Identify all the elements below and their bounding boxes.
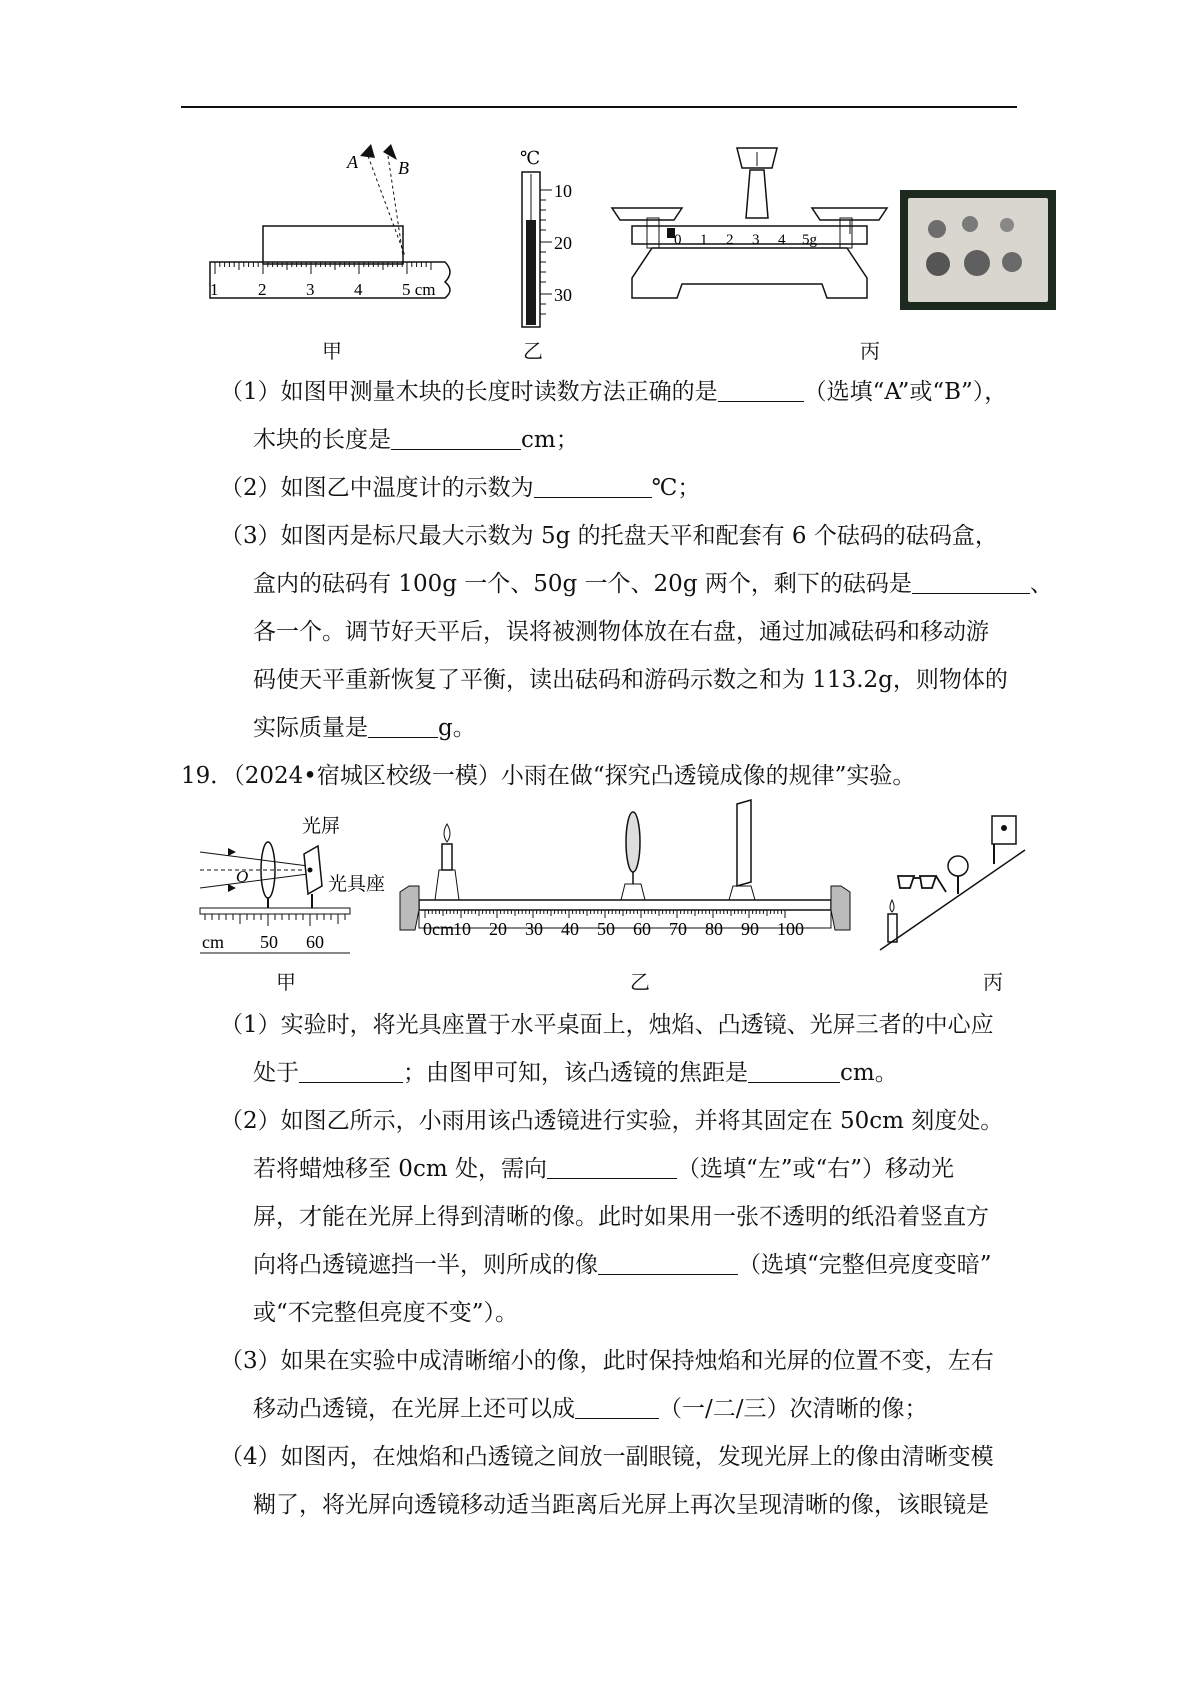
answer-blank[interactable]: [912, 571, 1030, 594]
ruler-label: 4: [354, 280, 363, 299]
answer-blank[interactable]: [547, 1156, 677, 1179]
bench-scale-label: 80: [705, 919, 723, 939]
bench-tick-50: 50: [260, 932, 278, 952]
balance-scale-label: 1: [700, 232, 708, 248]
screen-label: 光屏: [302, 816, 341, 837]
answer-blank[interactable]: [534, 475, 652, 498]
optical-bench-label: 光具座: [328, 874, 386, 895]
figure-eyeglasses: [880, 808, 1030, 953]
question-line: 处于 ；由图甲可知，该凸透镜的焦距是 cm。: [253, 1060, 898, 1086]
answer-blank[interactable]: [598, 1252, 738, 1275]
ruler-label: 2: [258, 280, 267, 299]
eye-b-icon: [383, 144, 397, 160]
answer-blank[interactable]: [748, 1060, 840, 1083]
question-line: （4）如图丙，在烛焰和凸透镜之间放一副眼镜，发现光屏上的像由清晰变模: [220, 1444, 994, 1470]
eyeglasses-icon: [898, 876, 946, 892]
screen-icon: [737, 800, 751, 886]
balance-scale-label: 3: [752, 232, 760, 248]
question-line: （1）实验时，将光具座置于水平桌面上，烛焰、凸透镜、光屏三者的中心应: [220, 1012, 994, 1038]
weight-box-image: [900, 190, 1056, 310]
candle-flame-icon: [444, 824, 450, 842]
figure-ruler: [205, 138, 460, 303]
candle-icon: [442, 844, 452, 870]
figure-caption: 丙: [860, 339, 880, 363]
bench-scale-label: 20: [489, 919, 507, 939]
header-rule: [181, 106, 1017, 108]
bench-scale-label: 100: [777, 919, 804, 939]
answer-blank[interactable]: [718, 379, 804, 402]
figure-caption: 丙: [983, 970, 1003, 994]
question-line: 或“不完整但亮度不变”）。: [253, 1300, 519, 1326]
answer-blank[interactable]: [575, 1396, 659, 1419]
question-line: 屏，才能在光屏上得到清晰的像。此时如果用一张不透明的纸沿着竖直方: [253, 1204, 989, 1230]
answer-blank[interactable]: [368, 715, 438, 738]
figure-caption: 甲: [276, 970, 296, 994]
bench-scale-label: 90: [741, 919, 759, 939]
question-line: 若将蜡烛移至 0cm 处，需向 （选填“左”或“右”）移动光: [253, 1156, 954, 1182]
figure-optical-bench: [405, 800, 855, 960]
question-line: 各一个。调节好天平后，误将被测物体放在右盘，通过加减砝码和移动游: [253, 619, 989, 645]
figure-lens-focus: [200, 810, 386, 955]
question-line: 码使天平重新恢复了平衡，读出砝码和游码示数之和为 113.2g，则物体的: [253, 667, 1008, 693]
question-line: （3）如果在实验中成清晰缩小的像，此时保持烛焰和光屏的位置不变，左右: [220, 1348, 994, 1374]
answer-blank[interactable]: [299, 1060, 403, 1083]
figure-balance: [612, 148, 897, 313]
thermometer-label: 30: [554, 285, 572, 305]
question-line: （2）如图乙中温度计的示数为 ℃；: [220, 475, 701, 501]
bench-scale-label: 70: [669, 919, 687, 939]
candle-flame-icon: [890, 900, 894, 912]
ruler-label: 5 cm: [402, 280, 436, 299]
bench-scale-label: 10: [453, 919, 471, 939]
question-line: 实际质量是 g。: [253, 715, 476, 741]
thermometer-label: 10: [554, 181, 572, 201]
figure-caption: 甲: [322, 339, 342, 363]
eye-a-icon: [360, 144, 375, 158]
balance-scale-label: 0: [674, 232, 682, 248]
bench-scale-label: 0cm: [423, 919, 454, 939]
bench-tick-60: 60: [306, 932, 324, 952]
question-line: 移动凸透镜，在光屏上还可以成 （一/二/三）次清晰的像；: [253, 1396, 928, 1422]
question-line: 向将凸透镜遮挡一半，则所成的像 （选填“完整但亮度变暗”: [253, 1252, 992, 1278]
question-line: （3）如图丙是标尺最大示数为 5g 的托盘天平和配套有 6 个砝码的砝码盒，: [220, 523, 998, 549]
thermometer-label: 20: [554, 233, 572, 253]
ruler-label: 1: [210, 280, 219, 299]
bench-unit: cm: [202, 932, 224, 952]
question-line: 木块的长度是 cm；: [253, 427, 579, 453]
figure-caption: 乙: [523, 339, 543, 363]
question-line: 糊了，将光屏向透镜移动适当距离后光屏上再次呈现清晰的像，该眼镜是: [253, 1492, 989, 1518]
question-header: 19．（2024•宿城区校级一模）小雨在做“探究凸透镜成像的规律”实验。: [181, 763, 916, 789]
bench-scale-label: 30: [525, 919, 543, 939]
question-line: （1）如图甲测量木块的长度时读数方法正确的是 （选填“A”或“B”），: [220, 379, 1008, 405]
balance-scale-label: 4: [778, 232, 786, 248]
lens-icon: [626, 812, 640, 872]
question-line: 盒内的砝码有 100g 一个、50g 一个、20g 两个，剩下的砝码是 、: [253, 571, 1053, 597]
answer-blank[interactable]: [391, 427, 521, 450]
bench-scale-label: 50: [597, 919, 615, 939]
balance-scale-label: 2: [726, 232, 734, 248]
balance-scale-label: 5g: [802, 232, 817, 248]
figure-thermometer: [520, 146, 590, 331]
bench-scale-label: 60: [633, 919, 651, 939]
ruler-label: 3: [306, 280, 315, 299]
eye-a-label: A: [347, 152, 358, 172]
thermometer-unit: ℃: [520, 148, 541, 168]
lens-o-label: O: [236, 867, 249, 886]
bench-scale-label: 40: [561, 919, 579, 939]
candle-icon: [888, 914, 897, 942]
eye-b-label: B: [398, 158, 409, 178]
figure-caption: 乙: [630, 970, 650, 994]
question-line: （2）如图乙所示，小雨用该凸透镜进行实验，并将其固定在 50cm 刻度处。: [220, 1108, 1004, 1134]
lens-icon: [948, 856, 968, 876]
